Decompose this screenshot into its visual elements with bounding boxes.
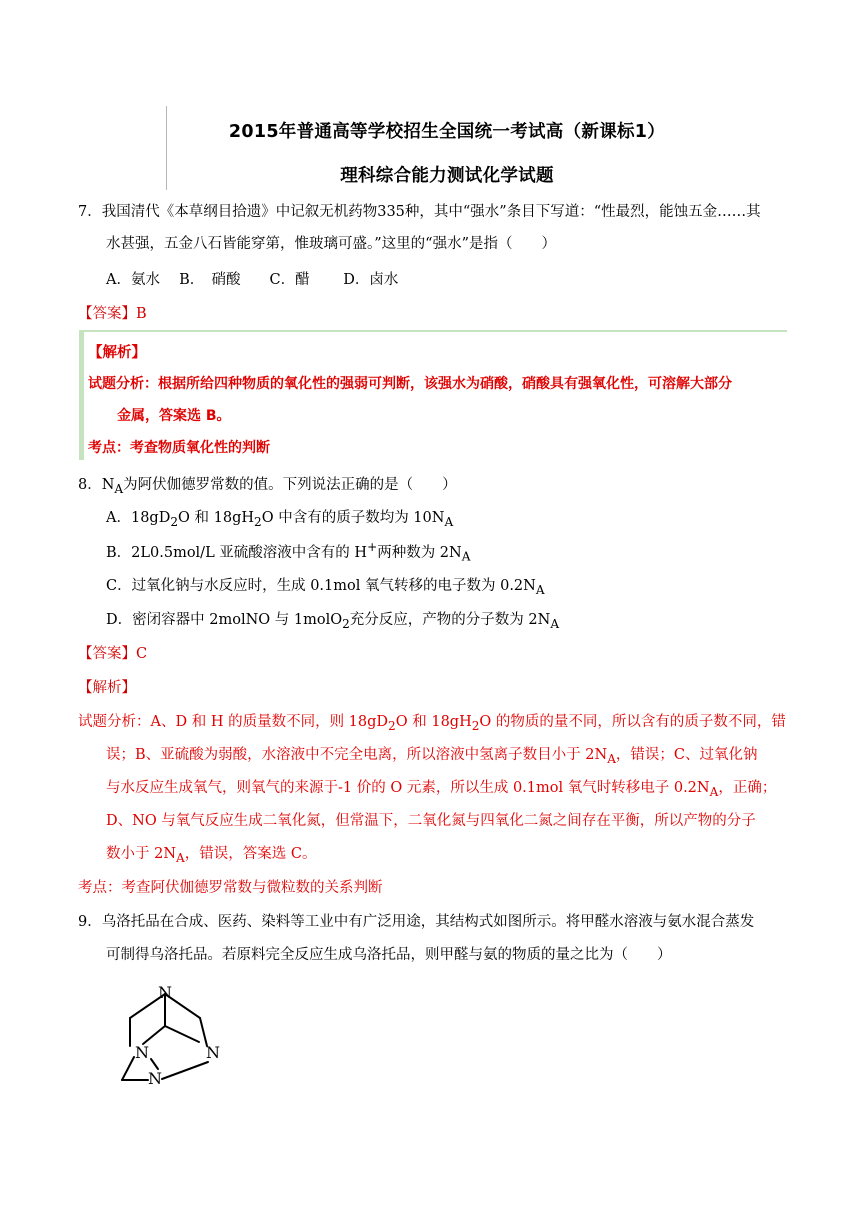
q8-point: 考点：考查阿伏伽德罗常数与微粒数的关系判断 <box>78 880 383 896</box>
atom-n-right: N <box>206 1043 220 1062</box>
title-box <box>166 106 727 190</box>
q7-answer <box>78 302 147 323</box>
q8-analysis-tag: 【解析】 <box>78 680 136 696</box>
q8-option-d: D．密闭容器中 2molNO 与 1molO$_2$充分反应，产物的分子数为 $2N_A$ <box>106 612 560 631</box>
q8-stem <box>78 473 457 496</box>
q7-point: 考点：考查物质氧化性的判断 <box>88 440 270 456</box>
q8-analysis-line5: 数小于 $2N_A$，错误，答案选 C。 <box>106 846 317 865</box>
q8-stem-sub: A <box>114 481 124 496</box>
atom-n-left: N <box>135 1043 149 1062</box>
urotropine-structure-figure <box>110 980 240 1090</box>
q7-analysis-line2: 金属，答案选 B。 <box>117 408 231 424</box>
exam-title-line2: 理科综合能力测试化学试题 <box>340 166 554 186</box>
atom-n-bottom: N <box>148 1069 162 1088</box>
q8-analysis-line2: 误；B、亚硫酸为弱酸，水溶液中不完全电离，所以溶液中氢离子数目小于 $2N_A$，错误；C、过氧化钠 <box>106 747 758 766</box>
q7-options: A．氨水 B． 硝酸 C．醋 D．卤水 <box>106 272 399 288</box>
q8-stem-post: 为阿伏伽德罗常数的值。下列说法正确的是（ ） <box>123 477 457 493</box>
q8-answer <box>78 642 147 663</box>
q7-stem-line1: 7．我国清代《本草纲目拾遗》中记叙无机药物335种，其中“强水”条目下写道：“性最烈，能蚀五金……其 <box>78 204 761 220</box>
q8-analysis-line4: D、NO 与氧气反应生成二氧化氮，但常温下，二氧化氮与四氧化二氮之间存在平衡，所以产物的分子 <box>106 813 756 829</box>
q7-stem-line2: 水甚强，五金八石皆能穿第，惟玻璃可盛。”这里的“强水”是指（ ） <box>106 236 556 252</box>
q7-answer-value: B <box>136 306 147 322</box>
q8-option-c: C．过氧化钠与水反应时，生成 0.1mol 氧气转移的电子数为 $0.2N_A$ <box>106 578 545 597</box>
exam-title-line1: 2015年普通高等学校招生全国统一考试高（新课标1） <box>228 122 666 142</box>
q8-answer-value: C <box>136 646 148 662</box>
q7-analysis-box <box>79 330 787 460</box>
q7-analysis-line1: 试题分析：根据所给四种物质的氧化性的强弱可判断，该强水为硝酸，硝酸具有强氧化性，可溶解大部分 <box>88 376 732 392</box>
q9-stem-line1: 9．乌洛托品在合成、医药、染料等工业中有广泛用途，其结构式如图所示。将甲醛水溶液与氨水混合蒸发 <box>78 914 755 930</box>
q8-stem-pre: 8．N <box>78 477 115 493</box>
q8-analysis-line3: 与水反应生成氧气，则氧气的来源于-1 价的 O 元素，所以生成 0.1mol 氧气时转移电子 $0.2N_A$，正确； <box>106 780 777 799</box>
q8-option-a: A．$18gD_2O$ 和 $18gH_2O$ 中含有的质子数均为 $10N_A$ <box>106 510 454 529</box>
q7-analysis-tag: 【解析】 <box>88 345 146 361</box>
atom-n-top: N <box>158 983 172 1002</box>
q8-answer-tag: 【答案】 <box>78 646 136 662</box>
q8-option-b: B．2L0.5mol/L 亚硫酸溶液中含有的 H+两种数为 $2N_A$ <box>106 540 471 564</box>
q9-stem-line2: 可制得乌洛托品。若原料完全反应生成乌洛托品，则甲醛与氨的物质的量之比为（ ） <box>106 947 672 963</box>
q8-analysis-line1: 试题分析：A、D 和 H 的质量数不同，则 $18gD_2O$ 和 $18gH_2O$ 的物质的量不同，所以含有的质子数不同，错 <box>78 714 786 733</box>
q7-answer-tag: 【答案】 <box>78 306 136 322</box>
